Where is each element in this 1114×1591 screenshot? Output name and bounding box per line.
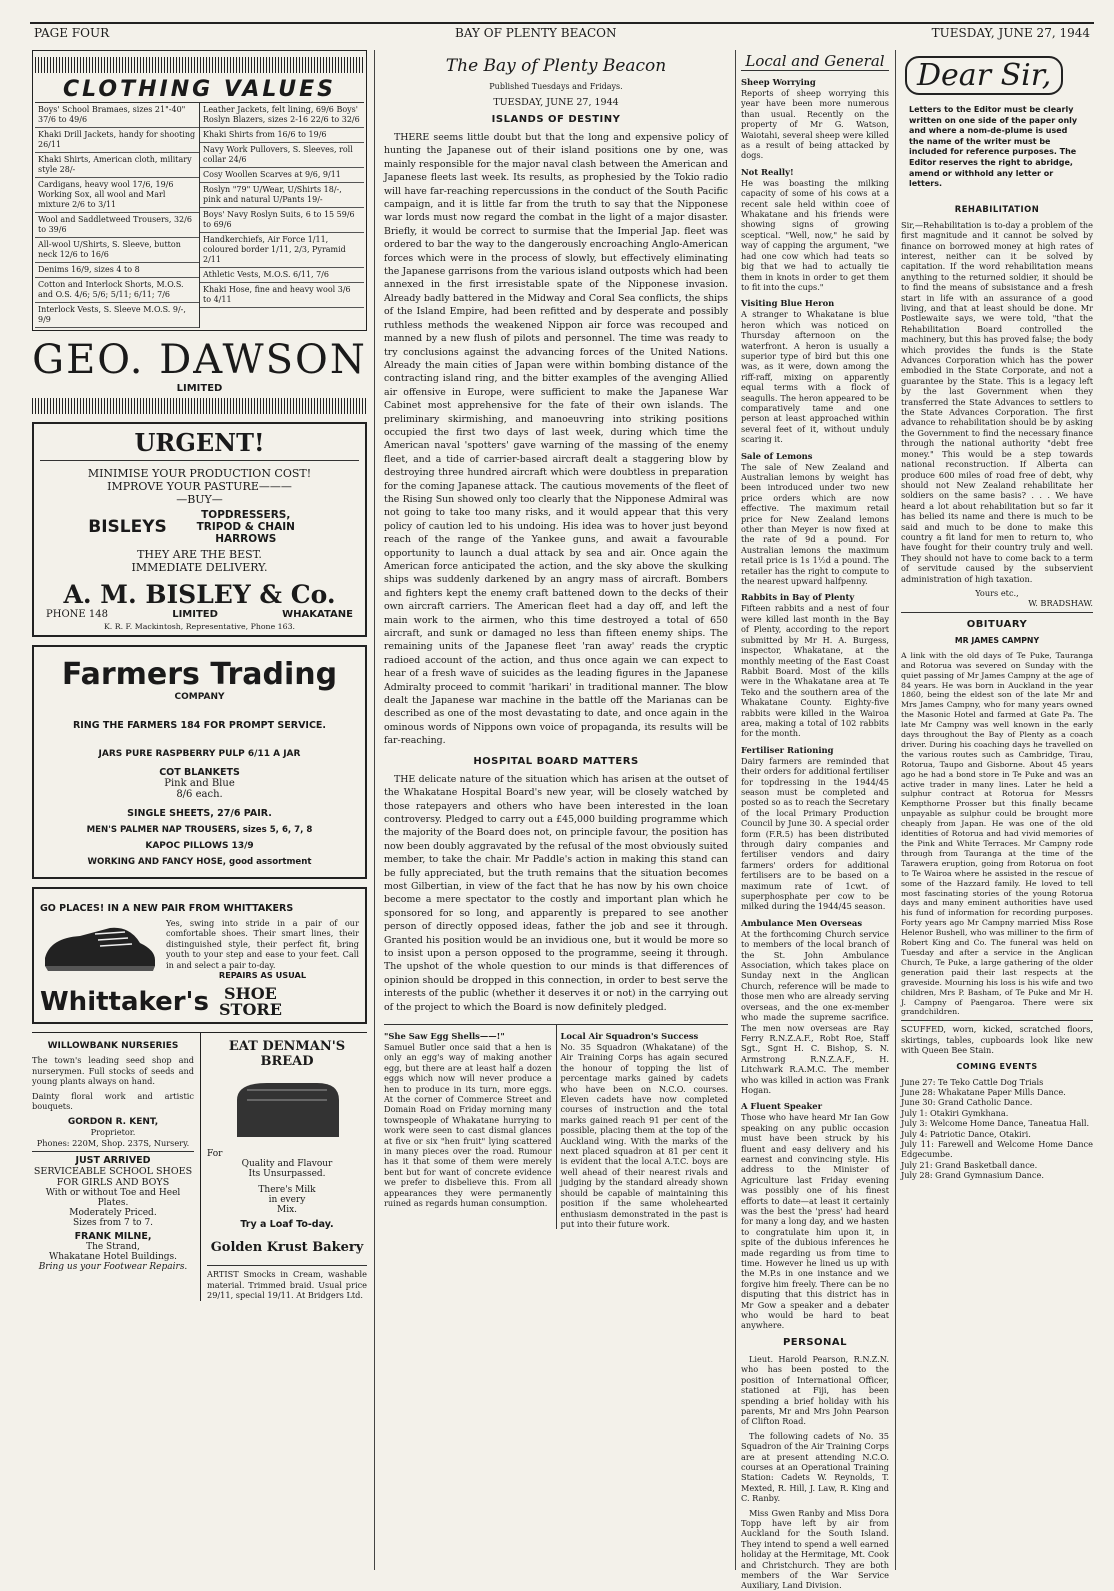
whittaker-shoe: SHOE [224, 984, 277, 1004]
milne-priced: Moderately Priced. [69, 1208, 157, 1219]
letters-column [901, 50, 1093, 1575]
column-rule [735, 50, 736, 1570]
issue-date: TUESDAY, JUNE 27, 1944 [931, 26, 1090, 40]
denman-bakery: Golden Krust Bakery [210, 1240, 364, 1256]
event-item: July 28: Grand Gymnasium Dance. [901, 1170, 1044, 1181]
local-item-heading: Sale of Lemons [741, 450, 813, 461]
local-item-text: Fifteen rabbits and a nest of four were killed last month in the Bay of Plenty, according to the report submitted by Mr H. A. Burgess, inspector, Whakatane, at the monthly meeting of the East Coast Rabbit Board. Most of the kills were in the Whakatane area at Te Teko and the southern area of the Whakatane County. Eighty-five rabbits were killed in the Wairoa area, making a total of 102 rabbits for the month. [741, 603, 889, 739]
islands-text: THERE seems little doubt but that the long and expensive policy of hunting the Japanese out of their island positions one by one, was mainly responsible for the major naval clash between the American and Japanese fleets last week. Its results, as prophesied by the Tokio radio will have far-reaching repercussions in the conduct of the South Pacific campaign, and it is little far from the truth to say that the Nipponese war lords must now regard the combat in the light of a major disaster. Briefly, it would be correct to surmise that the Imperial Jap. fleet was ordered to bar the way to the dangerously encroaching Anglo-American forces which were in the process of slowly, but effectively eliminating the Japanese garrisons from the various island outposts which had been annexed in the first irresistable spate of the Nipponese invasion. Already badly battered in the Midway and Coral Sea conflicts, the ships of the Island Empire, had been refitted and by desperate and possibly ruthless methods the weakened Nippon air force was recouped and manned by a new flush of pilots and personnel. The time was ready to try conclusions against the advancing forces of the United Nations. Already the main cities of Japan were within bombing distance of the contracting island ring, and the bitter examples of the avenging Allied air offensive in Europe, were sufficient to make the Japanese War Cabinet most apprehensive for the fate of their own islands. The preliminary skirmishing, and manoeuvring into striking positions occupied the first two days of last week, during which time the American naval 'spotters' gave warning of the massing of the enemy fleet, and a tide of carrier-based aircraft dealt a staggering blow by destroying three hundred aircraft which were doubtless in preparation for the coming Japanese attack. The cautious movements of the fleet of the Rising Sun showed only too clearly that the Nipponese Admiral was not going to take too many risks, and it would appear that this very policy of caution led to his undoing. His idea was to hover just beyond reach of the range of the Yankee guns, and await a favourable opportunity to launch a dual attack by sea and air. Once again the American force anticipated the action, and the sky above the skulking ships was suddenly darkened by an angry mass of aircraft. Bombers and fighters kept the enemy craft battened down to the decks of their own aircraft carriers. The American fleet had a day off, and left the main work to the airmen, who this time destroyed a total of 650 aircraft, and sunk or damaged no less than fifteen enemy ships. The remaining units of the Japanese fleet 'ran away' reads the cryptic radioed account of the action, and thus once again we can expect to hear of a fresh wave of suicides as the leading figures in the Japanese Admiralty proceed to commit 'harikari' in traditional manner. The blow dealt the Japanese war machine in the battle off the Marianas can be described as one of the most devastating to date, and once again in the ominous words of Nippons own voice of propaganda, its results will be far-reaching. [384, 132, 728, 747]
paper-name: BAY OF PLENTY BEACON [455, 26, 617, 40]
farmers-trousers: MEN'S PALMER NAP TROUSERS, sizes 5, 6, 7, 8 [86, 825, 313, 835]
editorial-column [384, 50, 728, 1575]
whittaker-head: GO PLACES! IN A NEW PAIR FROM WHITTAKERS [40, 903, 294, 914]
clothing-right-column [199, 103, 364, 328]
rehab-heading: REHABILITATION [954, 203, 1040, 214]
event-item: July 4: Patriotic Dance, Otakiri. [901, 1128, 1031, 1139]
clothing-left-column [35, 103, 199, 328]
obituary-heading: OBITUARY [966, 618, 1028, 630]
ads-column [32, 50, 367, 1575]
willowbank-title: WILLOWBANK NURSERIES [47, 1041, 179, 1052]
rehab-signed: W. BRADSHAW. [1028, 598, 1093, 609]
farmers-ring: RING THE FARMERS 184 FOR PROMPT SERVICE. [72, 720, 327, 731]
personal-item: Lieut. Harold Pearson, R.N.Z.N. who has been posted to the position of International Officer, stationed at Fiji, has been spending a brief holiday with his parents, Mr and Mrs John Pearson of Clifton Road. [741, 1353, 889, 1427]
dawson-name: GEO. DAWSON [32, 337, 367, 383]
clothing-item: All-wool U/Shirts, S. Sleeve, button neck 12/6 to 16/6 [35, 238, 199, 263]
denman-artist: ARTIST Smocks in Cream, washable material. Trimmed braid. Usual price 29/11, special 19/11. At Bridgers Ltd. [207, 1269, 367, 1301]
clothing-title: CLOTHING VALUES [63, 77, 336, 102]
column-rule [374, 50, 375, 1570]
bisley-line1: MINIMISE YOUR PRODUCTION COST! [87, 467, 312, 480]
loaf-icon [227, 1075, 347, 1145]
clothing-item: Cotton and Interlock Shorts, M.O.S. and O.S. 4/6; 5/6; 5/11; 6/11; 7/6 [35, 278, 199, 303]
decorative-stripe [32, 398, 367, 414]
local-item-text: Dairy farmers are reminded that their orders for additional fertiliser for topdressing in the 1944/45 season must be completed and posted so as to reach the Secretary of the local Primary Production Council by June 30. A special order form (F.R.5) has been distributed through dairy companies and fertiliser vendors and dairy farmers' orders for additional fertilisers are to be based on a maximum rate of 1cwt. of superphosphate per cow to be milked during the 1944/45 season. [741, 755, 889, 912]
events-list [901, 1077, 1093, 1181]
bisley-limited: LIMITED [172, 609, 218, 620]
bisley-company: A. M. BISLEY & Co. [63, 580, 336, 609]
whittaker-ad [32, 887, 367, 1024]
farmers-ad [32, 645, 367, 879]
letters-notice: Letters to the Editor must be clearly written on one side of the paper only and where a nom-de-plume is used the name of the writer must be included for reference purposes. The Editor reserves the right to abridge, amend or withhold any letter or letters. [909, 105, 1078, 189]
local-item-text: He was boasting the milking capacity of some of his cows at a recent sale held within coee of Whakatane and his friends were showing signs of growing sceptical. "Well, now," he said by way of capping the argument, "we had one cow which had teats so big that we had to actually tie them in knots in order to get them to fit into the cups." [741, 177, 889, 292]
denman-unsurp: Its Unsurpassed. [248, 1169, 326, 1180]
decorative-stripe [35, 57, 364, 73]
whittaker-store: STORE [219, 1000, 282, 1020]
local-item-heading: Ambulance Men Overseas [741, 917, 863, 928]
clothing-item: Khaki Shirts, American cloth, military style 28/- [35, 153, 199, 178]
event-item: June 27: Te Teko Cattle Dog Trials [901, 1076, 1044, 1087]
denman-for: For [207, 1149, 223, 1160]
clothing-item: Interlock Vests, S. Sleeve M.O.S. 9/-, 9/9 [35, 303, 199, 328]
clothing-table [35, 102, 364, 328]
event-item: July 11: Farewell and Welcome Home Dance Edgecumbe. [901, 1138, 1093, 1160]
bisley-items: TOPDRESSERS, TRIPOD & CHAIN HARROWS [196, 509, 295, 545]
hospital-heading: HOSPITAL BOARD MATTERS [473, 755, 639, 767]
local-item-heading: Not Really! [741, 166, 794, 177]
local-title: Local and General [741, 52, 889, 71]
clothing-item: Boys' Navy Roslyn Suits, 6 to 15 59/6 to 69/6 [200, 208, 364, 233]
bisley-line2: IMPROVE YOUR PASTURE——— [107, 480, 292, 493]
whittaker-text: Yes, swing into stride in a pair of our comfortable shoes. Their smart lines, their distinguished style, their perfect fit, bring youth to your step and ease to your feet. Call in and select a pair to-day. [166, 918, 359, 970]
denman-mix: Mix. [276, 1205, 298, 1216]
farmers-hose: WORKING AND FANCY HOSE, good assortment [87, 857, 312, 867]
local-item-heading: Rabbits in Bay of Plenty [741, 592, 855, 603]
shoe-icon [40, 918, 160, 978]
milne-name: FRANK MILNE, [74, 1231, 152, 1243]
farmers-title: Farmers Trading [61, 657, 338, 692]
willowbank-prop: Proprietor. [90, 1127, 136, 1138]
clothing-item: Khaki Hose, fine and heavy wool 3/6 to 4/11 [200, 283, 364, 308]
bisley-town: WHAKATANE [282, 609, 353, 620]
clothing-item: Wool and Saddletweed Trousers, 32/6 to 39/6 [35, 213, 199, 238]
personal-heading: PERSONAL [782, 1336, 848, 1348]
clothing-item: Roslyn "79" U/Wear, U/Shirts 18/-, pink and natural U/Pants 19/- [200, 183, 364, 208]
clothing-item: Khaki Drill Jackets, handy for shooting 26/11 [35, 128, 199, 153]
bisley-brand: BISLEYS [88, 517, 167, 537]
personal-item: Miss Gwen Ranby and Miss Dora Topp have left by air from Auckland for the South Island. They intend to spend a well earned holiday at the Hermitage, Mt. Cook and Christchurch. They are both members of the War Service Auxiliary, Land Division. [741, 1507, 889, 1591]
event-item: July 1: Otakiri Gymkhana. [901, 1107, 1009, 1118]
local-item-heading: Visiting Blue Heron [741, 298, 835, 309]
hospital-text: THE delicate nature of the situation which has arisen at the outset of the Whakatane Hospital Board's new year, will be closely watched by those ratepayers and others who have been interested in the loan controversy. Pledged to carry out a £45,000 building programme which the majority of the Board does not, on principle favour, the position has now been doubly aggravated by the refusal of the most obviously suited member, to take the chair. Mr Paddle's action in making this stand can be fully appreciated, but the truth remains that the situation becomes most Gilbertian, in view of the fact that he has now by his own choice become a mere spectator to the costly and important plan which he sponsored for so long, and apparently is prepared to see another person of directly opposed ideas, father the job and see it through. Granted his position would be an invidious one, but it would be more so to insist upon a person opposed to the programme, seeing it through. The upshot of the whole question to our minds is that differences of opinion should be dropped in this connection, in order to best serve the interests of the public (whether it deserves it or not) in the carrying out of the project to which the Board is now definitely pledged. [384, 773, 728, 1013]
dawson-limited: LIMITED [176, 383, 223, 394]
farmers-sub: COMPANY [174, 692, 225, 702]
whittaker-name: Whittaker's [40, 987, 209, 1018]
clothing-item: Cosy Woollen Scarves at 9/6, 9/11 [200, 168, 364, 183]
events-heading: COMING EVENTS [956, 1061, 1038, 1071]
willowbank-text: The town's leading seed shop and nurserymen. Full stocks of seeds and young plants always on hand. [32, 1055, 194, 1087]
rehab-yours: Yours etc., [975, 587, 1019, 598]
denman-try: Try a Loaf To-day. [240, 1219, 334, 1231]
milne-addr2: Whakatane Hotel Buildings. [49, 1252, 177, 1263]
published: Published Tuesdays and Fridays. [489, 82, 623, 91]
local-item-text: The sale of New Zealand and Australian lemons by weight has been introduced under two new price orders which are now effective. The maximum retail price for New Zealand lemons other than Meyer is now fixed at the rate of 9d a pound. For Australian lemons the maximum retail price is 1s 1½d a pound. The retailer has the right to compute to the nearest upward halfpenny. [741, 461, 889, 587]
squadron-text: No. 35 Squadron (Whakatane) of the Air Training Corps has again secured the honour of topping the list of percentage marks gained by cadets who have been on N.C.O. courses. Eleven cadets have now completed courses of instruction and the total marks gained reach 91 per cent of the possible, placing them at the top of the Auckland wing. With the marks of the next placed squadron at 81 per cent it is evident that the local A.T.C. boys are well ahead of their nearest rivals and judging by the standard already shown should be capable of maintaining this position if the same wholehearted enthusiasm demonstrated in the past is put into their future work. [560, 1042, 728, 1229]
clothing-item: Khaki Shirts from 16/6 to 19/6 [200, 128, 364, 143]
column-rule [895, 50, 896, 1570]
willowbank-floral: Dainty floral work and artistic bouquets. [32, 1090, 194, 1112]
bisley-ad [32, 422, 367, 637]
milne-title: JUST ARRIVED [75, 1155, 151, 1167]
milne-text: SERVICEABLE SCHOOL SHOES FOR GIRLS AND BOYS [33, 1166, 193, 1189]
willowbank-ad [32, 1041, 194, 1148]
local-item-text: At the forthcoming Church service to members of the local branch of the St. John Ambulance Association, which takes place on Sunday next in the Anglican Church, reference will be made to those men who are already serving overseas, and the one ex-member who made the supreme sacrifice. The men now overseas are Ray Ferry R.N.Z.A.F., Robt Roe, Staff Sgt., Sgnt H. C. Bishop, S. N. Armstrong R.N.Z.A.F., H. Litchwark R.A.M.C. The member who was killed in action was Frank Hogan. [741, 928, 889, 1095]
clothing-item: Boys' School Bramaes, sizes 21"-40" 37/6 to 49/6 [35, 103, 199, 128]
farmers-cot: COT BLANKETS [159, 767, 240, 778]
denman-every: in every [268, 1195, 306, 1206]
local-item-heading: A Fluent Speaker [741, 1101, 823, 1112]
dear-sir-badge: Dear Sir, [905, 56, 1063, 95]
bisley-best: THEY ARE THE BEST. [137, 548, 262, 561]
bisley-delivery: IMMEDIATE DELIVERY. [131, 561, 268, 574]
willowbank-owner: GORDON R. KENT, [67, 1117, 159, 1128]
editorial-date: TUESDAY, JUNE 27, 1944 [493, 97, 619, 108]
event-item: June 28: Whakatane Paper Mills Dance. [901, 1086, 1066, 1097]
clothing-item: Navy Work Pullovers, S. Sleeves, roll collar 24/6 [200, 143, 364, 168]
farmers-cotprice: 8/6 each. [176, 789, 223, 800]
islands-heading: ISLANDS OF DESTINY [491, 114, 621, 125]
squadron-heading: Local Air Squadron's Success [560, 1031, 699, 1041]
event-item: July 21: Grand Basketball dance. [901, 1159, 1038, 1170]
urgent-title: URGENT! [134, 428, 265, 457]
farmers-jars: JARS PURE RASPBERRY PULP 6/11 A JAR [98, 749, 301, 759]
personal-item: The following cadets of No. 35 Squadron of the Air Training Corps are at present attending N.C.O. courses at an Operational Training Station: Cadets W. Reynolds, T. Mexted, R. Hill, J. Law, R. King and C. Ranby. [741, 1430, 889, 1504]
local-items [741, 77, 889, 1331]
top-rule [30, 22, 1094, 24]
willowbank-phones: Phones: 220M, Shop. 237S, Nursery. [36, 1137, 190, 1148]
farmers-kapoc: KAPOC PILLOWS 13/9 [145, 841, 254, 851]
denman-milk: There's Milk [258, 1185, 316, 1196]
local-item-heading: Sheep Worrying [741, 77, 816, 87]
whittaker-repairs: REPAIRS AS USUAL [218, 970, 307, 981]
obituary-name: MR JAMES CAMPNY [954, 635, 1040, 645]
scuffed-ad: SCUFFED, worn, kicked, scratched floors, skirtings, tables, cupboards look like new with Queen Bee Stain. [901, 1024, 1093, 1056]
page-number: PAGE FOUR [34, 26, 110, 40]
eggs-heading: "She Saw Egg Shells——!" [384, 1031, 505, 1041]
local-item-text: Reports of sheep worrying this year have been more numerous than usual. Recently on the property of Mr G. Watson, Waiotahi, several sheep were killed as a result of being attacked by dogs. [741, 88, 889, 161]
milne-repairs: Bring us your Footwear Repairs. [38, 1262, 188, 1273]
farmers-pink: Pink and Blue [164, 778, 235, 789]
rehab-text: Sir,—Rehabilitation is to-day a problem of the first magnitude and it cannot be solved by finance on borrowed money at high rates of interest, neither can it be solved by capitation. If the word rehabilitation means anything to the returned soldier, it should be to find the means of subsistance and a fresh start in life with an assurance of a good living, and that at least should be done. Mr Postlewaite says, we were told, "that the Rehabilitation Board controlled the machinery, but this has proved false; the body which provides the funds is the State Advances Corporation which has the power embodied in the State Corporate, and not a guarantee by the State. This is a legacy left by the last Government when they transferred the State Advances to settlers to the State Advances Corporation. The first advance to rehabilitation should be by asking the Government to find the necessary finance through the national authority "debt free money." This would be a step towards national reconstruction. If Alberta can produce 600 miles of road free of debt, why should not New Zealand rehabilitate her soldiers on the same basis? . . . We have heard a lot about rehabilitation but so far it has belied its name and there is much to be said and much to be done to make this country a fit land for men to return to, who have fought for their country truly and well. They should not have to come back to a term of servitude caused by the subservient administration of high taxation. [901, 219, 1093, 584]
clothing-item: Cardigans, heavy wool 17/6, 19/6 Working Sox, all wool and Marl mixture 2/6 to 3/11 [35, 178, 199, 213]
denman-ad [201, 1033, 367, 1300]
clothing-item: Athletic Vests, M.O.S. 6/11, 7/6 [200, 268, 364, 283]
denman-title: EAT DENMAN'S BREAD [228, 1039, 346, 1070]
bisley-rep: K. R. F. Mackintosh, Representative, Phone 163. [103, 622, 296, 631]
local-item-text: Those who have heard Mr Ian Gow speaking on any public occasion must have been struck by his fluent and easy delivery and his earnest and convincing style. His address to the Minister of Agriculture last Friday evening was possibly one of his finest efforts to date—at least it certainly was the best the 'press' had heard for many a long day, and we hasten to congratulate him upon it, in spite of the dubious inferences he made regarding us from time to time. However he lined us up with the M.P.s in one instance and we forgive him freely. There can be no disputing that this district has in Mr Gow a speaker and a debater who would be hard to beat anywhere. [741, 1112, 889, 1331]
farmers-sheets: SINGLE SHEETS, 27/6 PAIR. [127, 808, 272, 819]
clothing-item: Denims 16/9, sizes 4 to 8 [35, 263, 199, 278]
clothing-item: Handkerchiefs, Air Force 1/11, coloured border 1/11, 2/3, Pyramid 2/11 [200, 233, 364, 268]
milne-addr1: The Strand, [86, 1242, 140, 1253]
local-column [741, 50, 889, 1591]
milne-toe: With or without Toe and Heel Plates. [45, 1188, 181, 1209]
event-item: July 3: Welcome Home Dance, Taneatua Hall. [901, 1118, 1090, 1129]
masthead: The Bay of Plenty Beacon [445, 56, 667, 76]
bisley-buy: —BUY— [176, 493, 223, 506]
bisley-phone: PHONE 148 [46, 609, 108, 620]
denman-quality: Quality and Flavour [241, 1159, 333, 1170]
milne-ad [32, 1155, 194, 1272]
obituary-text: A link with the old days of Te Puke, Tauranga and Rotorua was severed on Sunday with the quiet passing of Mr James Campny at the age of 84 years. He was born in Auckland in the year 1860, being the eldest son of the late Mr and Mrs James Campny, who for many years owned the Masonic Hotel and farmed at Gate Pa. The late Mr Campny was well known in the early days throughout the Bay of Plenty as a coach driver. During his coaching days he travelled on the various routes such as Cambridge, Tirau, Rotorua, Taupo and Gisborne. About 45 years ago he had a bond store in Te Puke and was an active trader in many lines. Later he held a sulphur contract at Rotorua for Messrs Kempthorne Prosser but this finally became unpayable as sulphur could be brought more cheaply from Japan. He was one of the old identities of Rotorua and had vivid memories of the Pink and White Terraces. Mr Campny rode through from Tauranga at the time of the Tarawera eruption, going from Rotorua on foot to Te Wairoa where he assisted in the rescue of some of the Hazzard family. He loved to tell most fascinating stories of the young Rotorua days and many eminent authorities have used his fund of information for recording purposes. Forty years ago Mr Campny married Miss Rose Helenor Bushell, who was milliner to the firm of Robert King and Co. The funeral was held on Tuesday and after a service in the Anglican Church, Te Puke, a large gathering of the older generation paid their last respects at the graveside. Mourning his loss is his wife and two children, Mrs P. Basham, of Te Puke and Mr H. J. Campny of Paengaroa. There were six grandchildren. [901, 650, 1093, 1017]
personal-items [741, 1354, 889, 1591]
eggs-text: Samuel Butler once said that a hen is only an egg's way of making another egg, but there are at least half a dozen eggs which now will never produce a hen to produce in its turn, more eggs. At the corner of Commerce Street and Domain Road on Friday morning many townspeople of Whakatane hurrying to work were seen to cast dismal glances at five or six "hen fruit" lying scattered in many pieces over the road. Rumour has it that some of them were merely bent but for want of concrete evidence we prefer to disbelieve this. From all appearances they were permanently ruined as regards human consumption. [384, 1042, 552, 1209]
local-item-text: A stranger to Whakatane is blue heron which was noticed on Thursday afternoon on the waterfront. A heron is usually a superior type of bird but this one was, as it were, down among the riff-raff, mixing on apparently equal terms with a flock of seagulls. The heron appeared to be comparatively tame and one person at least approached within several feet of it, without unduly scaring it. [741, 309, 889, 445]
milne-sizes: Sizes from 7 to 7. [72, 1218, 154, 1229]
local-item-heading: Fertiliser Rationing [741, 744, 834, 755]
event-item: June 30: Grand Catholic Dance. [901, 1097, 1033, 1108]
clothing-item: Leather Jackets, felt lining, 69/6 Boys' Roslyn Blazers, sizes 2-16 22/6 to 32/6 [200, 103, 364, 128]
clothing-ad [32, 50, 367, 331]
